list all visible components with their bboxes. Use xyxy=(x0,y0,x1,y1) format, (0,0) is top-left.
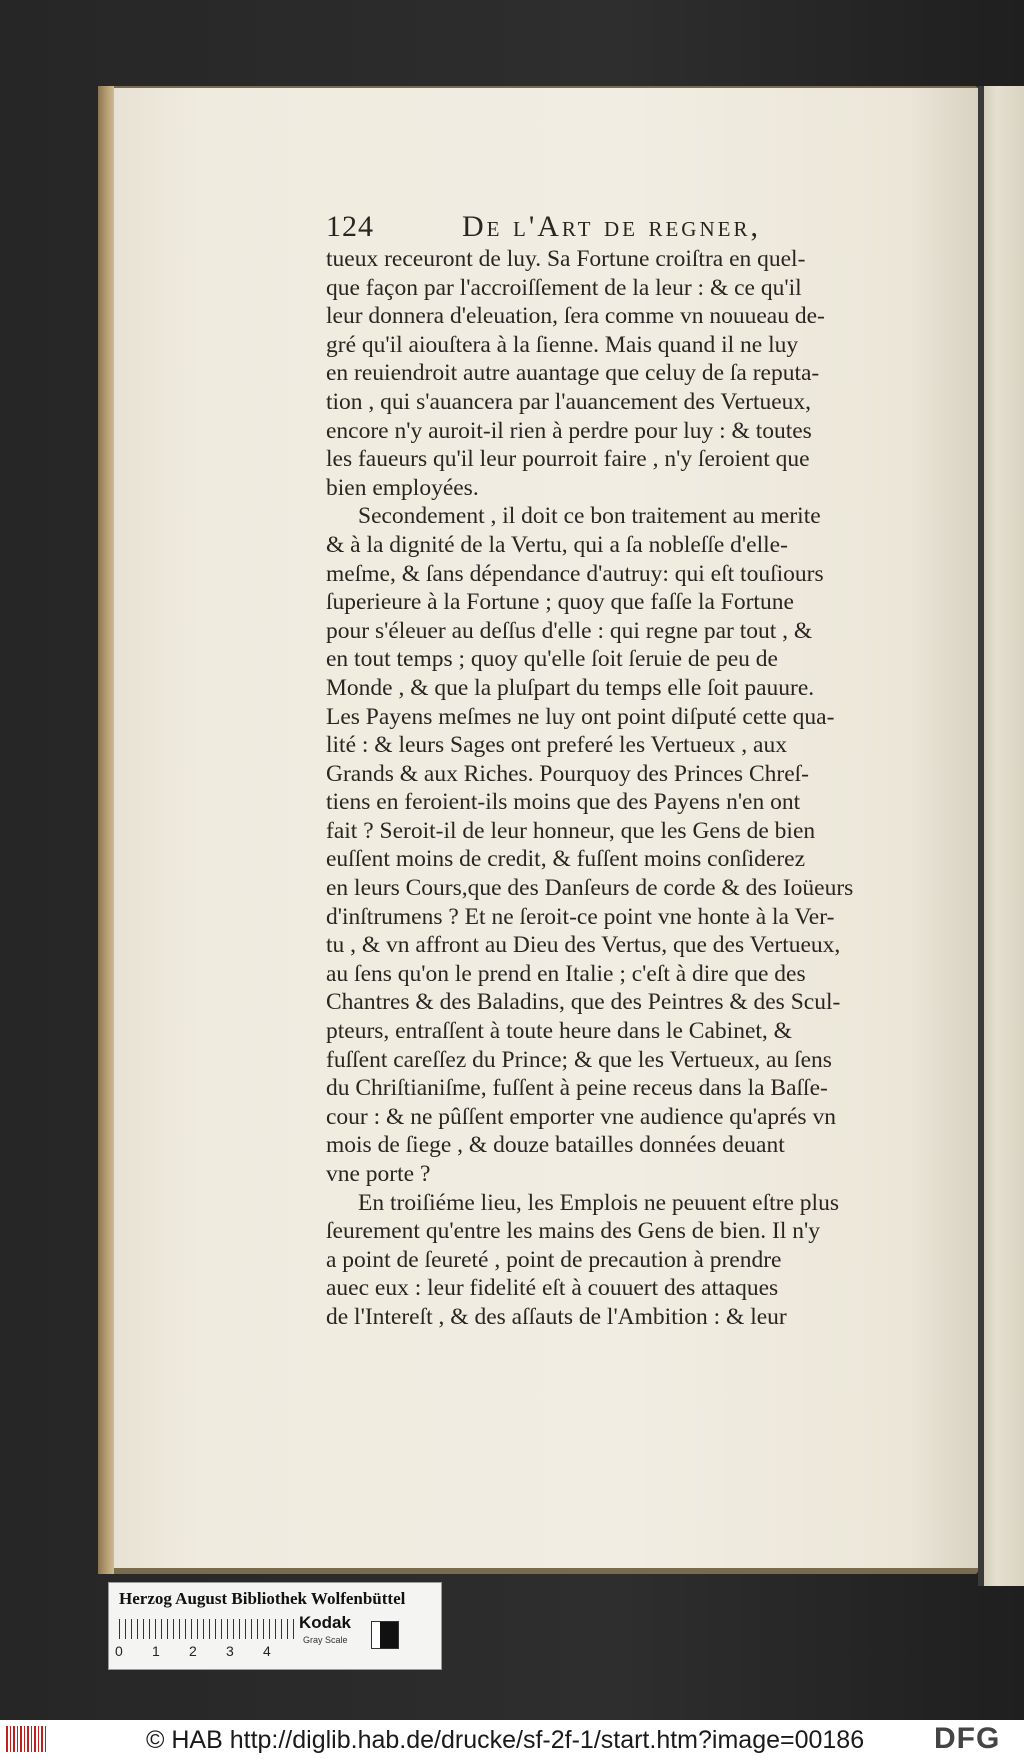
dfg-logo: DFG xyxy=(934,1722,1001,1755)
text-line: d'inſtrumens ? Et ne ſeroit-ce point vne honte à la Ver- xyxy=(326,903,835,930)
text-line: vne porte ? xyxy=(326,1161,431,1187)
measure-ruler xyxy=(119,1619,299,1639)
text-line: Les Payens meſmes ne luy ont point diſputé cette qua- xyxy=(326,703,835,730)
text-line: que façon par l'accroiſſement de la leur : & ce qu'il xyxy=(326,274,802,301)
text-line: les faueurs qu'il leur pourroit faire , n'y ſeroient que xyxy=(326,446,810,473)
text-line: mois de ſiege , & douze batailles données deuant xyxy=(326,1132,785,1159)
text-line: tueux receuront de luy. Sa Fortune croiſtra en quel- xyxy=(326,246,806,272)
footer-bar xyxy=(0,1720,1024,1759)
text-line: au ſens qu'on le prend en Italie ; c'eſt à dire que des xyxy=(326,960,806,987)
text-line: a point de ſeureté , point de precaution à prendre xyxy=(326,1246,782,1273)
page-number: 124 xyxy=(326,210,374,243)
text-line: Monde , & que la pluſpart du temps elle ſoit pauure. xyxy=(326,674,815,701)
text-line: Secondement , il doit ce bon traitement au merite xyxy=(358,503,821,530)
ruler-tick-label: 0 xyxy=(115,1643,123,1659)
text-line: du Chriſtianiſme, fuſſent à peine receus dans la Baſſe- xyxy=(326,1075,828,1102)
text-line: encore n'y auroit-il rien à perdre pour luy : & toutes xyxy=(326,417,812,444)
text-line: lité : & leurs Sages ont preferé les Vertueux , aux xyxy=(326,732,787,759)
text-line: cour : & ne pûſſent emporter vne audience qu'aprés vn xyxy=(326,1103,836,1130)
kodak-logo: Kodak xyxy=(299,1613,351,1632)
attribution-link[interactable]: © HAB http://diglib.hab.de/drucke/sf-2f-1/start.htm?image=00186 xyxy=(146,1726,865,1754)
library-name: Herzog August Bibliothek Wolfenbüttel xyxy=(119,1589,406,1608)
text-line: bien employées. xyxy=(326,474,479,501)
text-line: fuſſent careſſez du Prince; & que les Vertueux, au ſens xyxy=(326,1046,832,1073)
text-line: euſſent moins de credit, & fuſſent moins conſiderez xyxy=(326,846,806,873)
text-line: en tout temps ; quoy qu'elle ſoit ſeruie de peu de xyxy=(326,646,778,673)
gray-chip xyxy=(371,1621,399,1649)
text-line: Chantres & des Baladins, que des Peintres & des Scul- xyxy=(326,989,841,1016)
text-line: tion , qui s'auancera par l'auancement des Vertueux, xyxy=(326,388,812,415)
ruler-tick-label: 3 xyxy=(226,1643,234,1659)
text-line: gré qu'il aiouſtera à la ſienne. Mais quand il ne luy xyxy=(326,331,799,358)
text-line: & à la dignité de la Vertu, qui a ſa nobleſſe d'elle- xyxy=(326,531,788,558)
facing-page-edge xyxy=(978,86,1024,1586)
text-line: pour s'éleuer au deſſus d'elle : qui regne par tout , & xyxy=(326,617,813,644)
body-text xyxy=(326,245,892,1332)
text-line: tu , & vn affront au Dieu des Vertus, que des Vertueux, xyxy=(326,932,841,959)
text-line: de l'Intereſt , & des aſſauts de l'Ambition : & leur xyxy=(326,1303,787,1330)
text-line: Grands & aux Riches. Pourquoy des Princes Chreſ- xyxy=(326,760,809,787)
text-line: en leurs Cours,que des Danſeurs de corde & des Ioüeurs xyxy=(326,875,854,902)
text-line: en reuiendroit autre auantage que celuy de ſa reputa- xyxy=(326,360,820,387)
text-line: tiens en feroient-ils moins que des Payens n'en ont xyxy=(326,789,801,816)
text-line: En troiſiéme lieu, les Emplois ne peuuent eſtre plus xyxy=(358,1189,839,1216)
ruler-tick-label: 2 xyxy=(189,1643,197,1659)
ruler-tick-label: 4 xyxy=(263,1643,271,1659)
hab-barcode-icon xyxy=(6,1726,46,1752)
text-line: ſuperieure à la Fortune ; quoy que faſſe la Fortune xyxy=(326,589,794,616)
text-line: meſme, & ſans dépendance d'autruy: qui eſt touſiours xyxy=(326,560,824,587)
page-gilt-edge xyxy=(98,86,114,1574)
text-line: leur donnera d'eleuation, ſera comme vn nouueau de- xyxy=(326,303,825,330)
ruler-ticks xyxy=(115,1643,315,1659)
ruler-tick-label: 1 xyxy=(152,1643,160,1659)
color-calibration-card xyxy=(108,1582,442,1670)
text-line: auec eux : leur fidelité eſt à couuert des attaques xyxy=(326,1275,779,1302)
gray-scale-label: Gray Scale xyxy=(303,1635,348,1645)
text-line: pteurs, entraſſent à toute heure dans le Cabinet, & xyxy=(326,1018,792,1045)
running-head-title: De l'Art de regner, xyxy=(462,210,761,243)
book-spine xyxy=(978,86,984,1586)
text-line: ſeurement qu'entre les mains des Gens de bien. Il n'y xyxy=(326,1218,820,1245)
text-line: fait ? Seroit-il de leur honneur, que les Gens de bien xyxy=(326,817,816,844)
